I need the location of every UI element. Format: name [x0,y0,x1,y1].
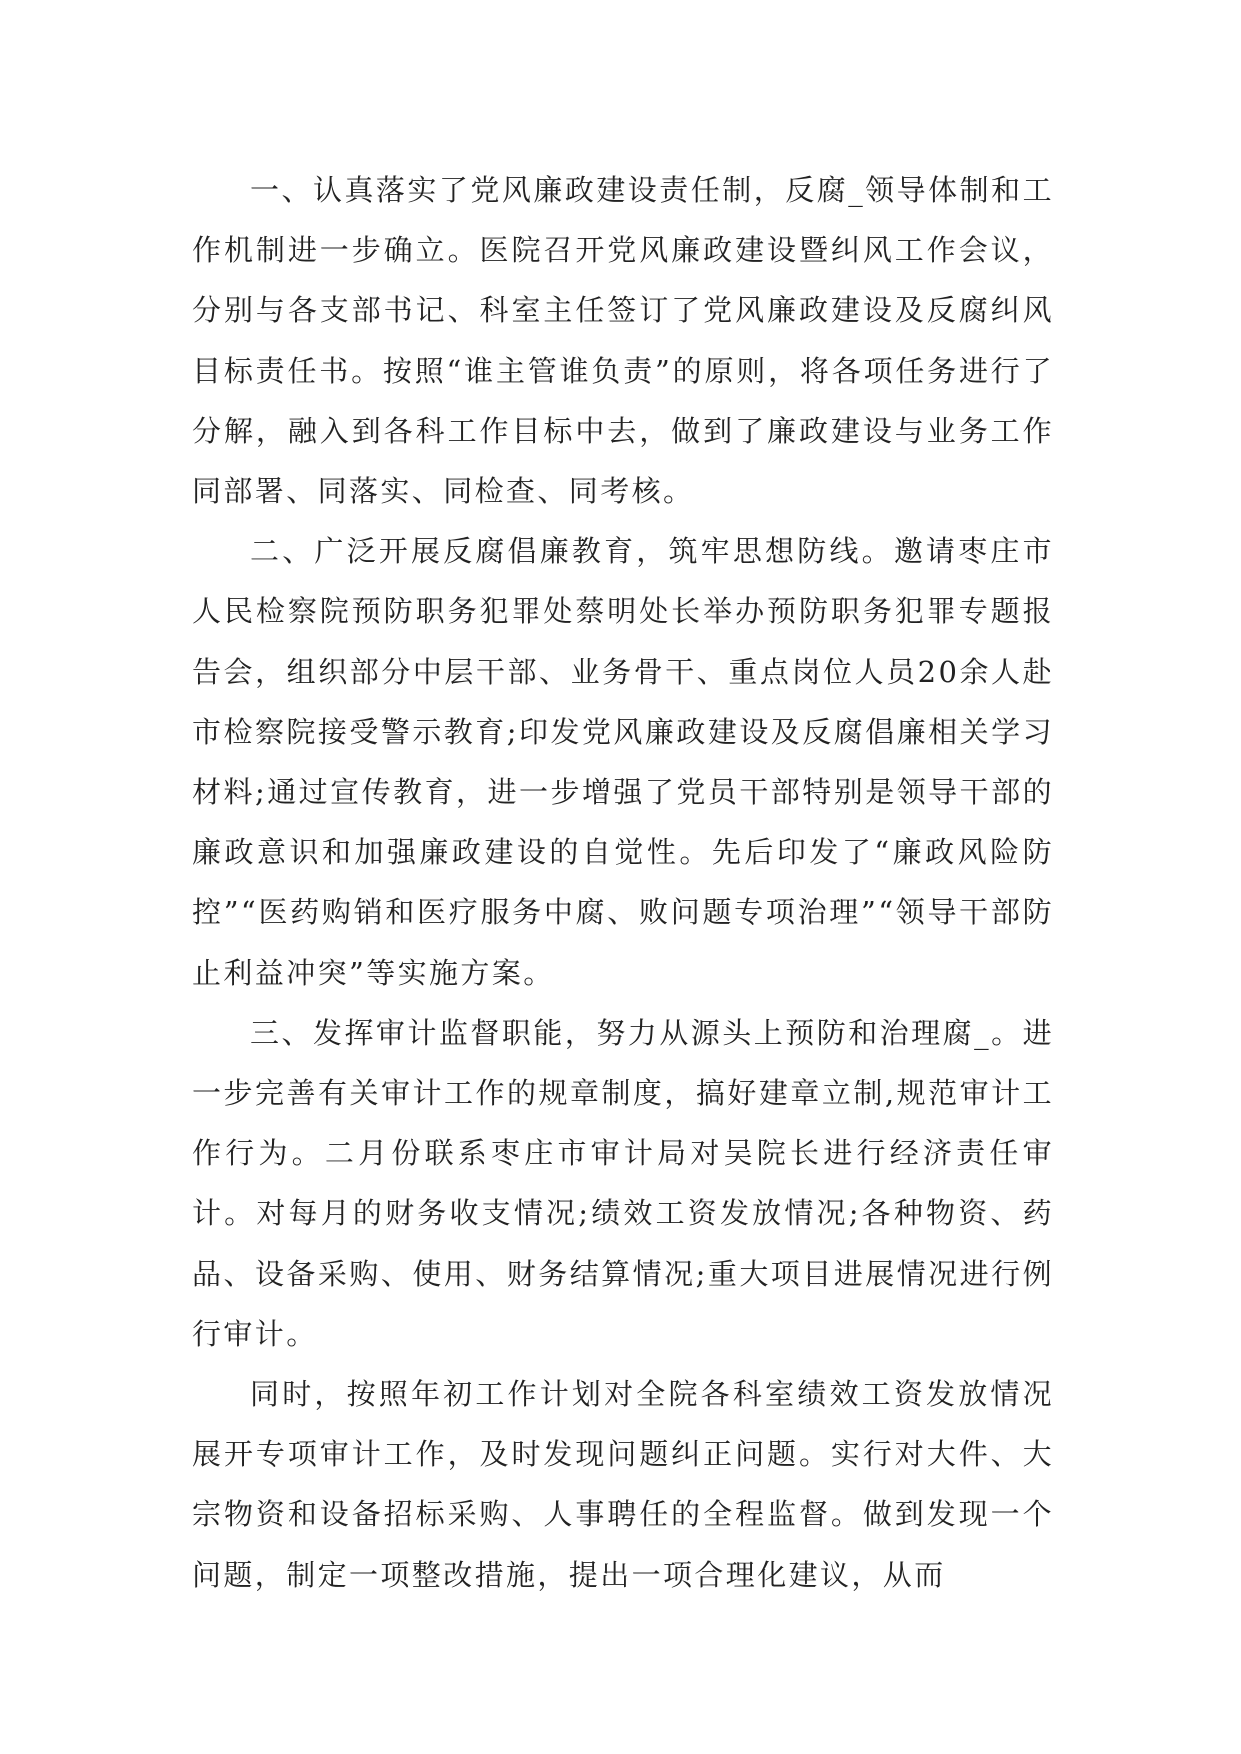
paragraph-section-two: 二、广泛开展反腐倡廉教育，筑牢思想防线。邀请枣庄市人民检察院预防职务犯罪处蔡明处长举办预防职务犯罪专题报告会，组织部分中层干部、业务骨干、重点岗位人员20余人赴市检察院接受警示教育;印发党风廉政建设及反腐倡廉相关学习材料;通过宣传教育，进一步增强了党员干部特别是领导干部的廉政意识和加强廉政建设的自觉性。先后印发了“廉政风险防控”“医药购销和医疗服务中腐、败问题专项治理”“领导干部防止利益冲突”等实施方案。 [192,534,1054,990]
paragraph-section-three: 三、发挥审计监督职能，努力从源头上预防和治理腐_。进一步完善有关审计工作的规章制度，搞好建章立制,规范审计工作行为。二月份联系枣庄市审计局对吴院长进行经济责任审计。对每月的财务收支情况;绩效工资发放情况;各种物资、药品、设备采购、使用、财务结算情况;重大项目进展情况进行例行审计。 [192,1015,1054,1351]
document-body [192,160,1054,1605]
paragraph-continuation: 同时，按照年初工作计划对全院各科室绩效工资发放情况展开专项审计工作，及时发现问题纠正问题。实行对大件、大宗物资和设备招标采购、人事聘任的全程监督。做到发现一个问题，制定一项整改措施，提出一项合理化建议，从而 [192,1377,1054,1592]
paragraph-section-one: 一、认真落实了党风廉政建设责任制，反腐_领导体制和工作机制进一步确立。医院召开党风廉政建设暨纠风工作会议，分别与各支部书记、科室主任签订了党风廉政建设及反腐纠风目标责任书。按照“谁主管谁负责”的原则，将各项任务进行了分解，融入到各科工作目标中去，做到了廉政建设与业务工作同部署、同落实、同检查、同考核。 [192,173,1054,509]
